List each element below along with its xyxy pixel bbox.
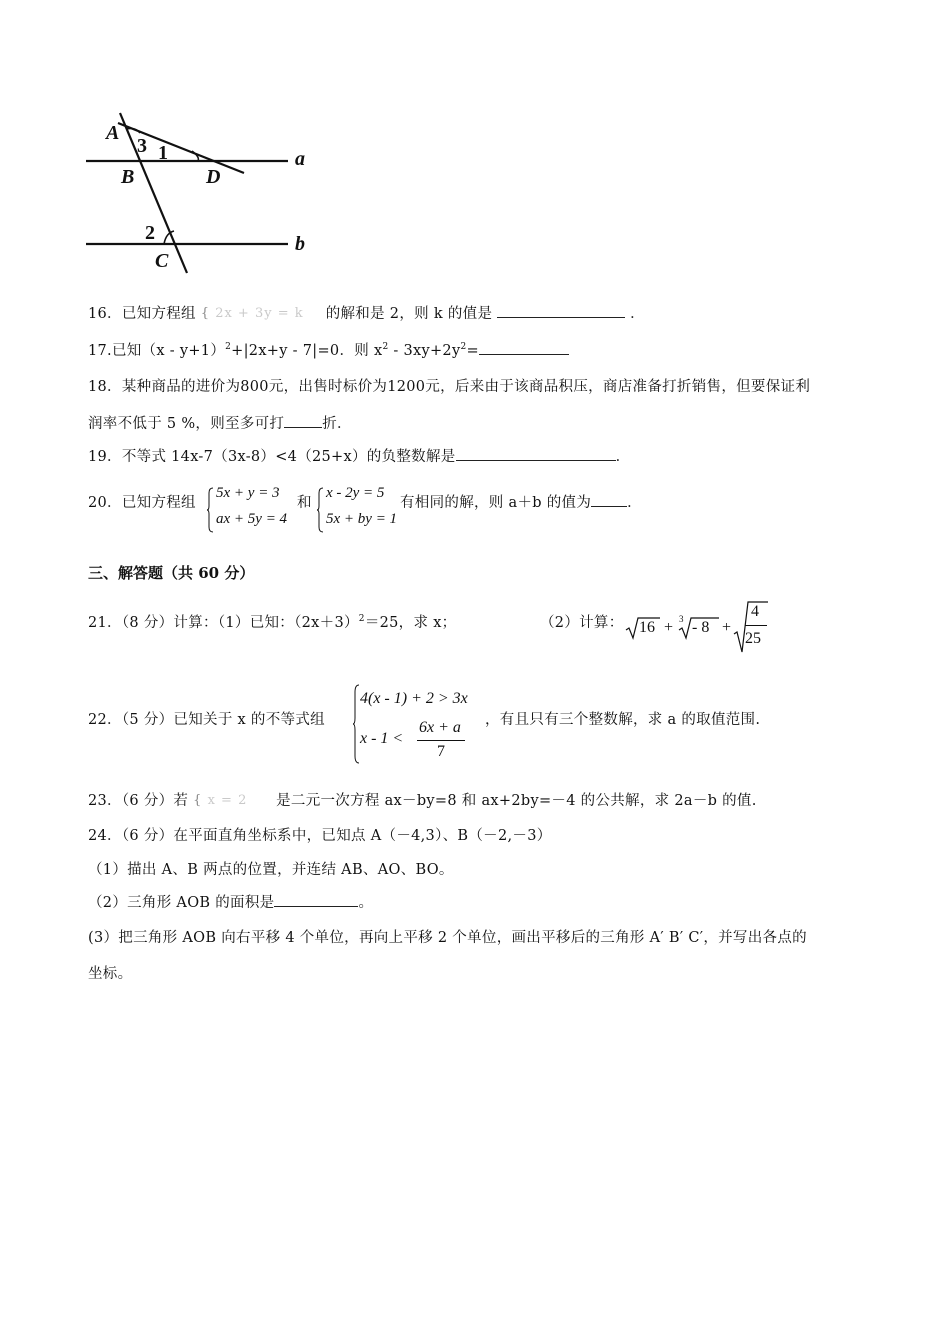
q17-text-b: +|2x+y - 7|=0．则 x (231, 343, 383, 359)
q21-text: 21．（8 分）计算：（1）已知：（2x＋3） (88, 615, 359, 631)
q22-ineq2-den: 7 (437, 743, 445, 760)
q20-eq2: ax + 5y = 4 (216, 511, 288, 527)
q16-answer-blank[interactable] (497, 303, 625, 318)
q17-text-a: 17.已知（x - y+1） (88, 343, 226, 359)
q22-ineq2-left: x - 1 < (360, 730, 404, 747)
q24-intro: 24．（6 分）在平面直角坐标系中，已知点 A（－4,3）、B（－2,－3） (88, 828, 552, 844)
q23-prefix: 23．（6 分）若 (88, 793, 189, 809)
question-18-line1: 18．某种商品的进价为800元，出售时标价为1200元，后来由于该商品积压，商店准备打折销售，但要保证利 (88, 379, 811, 395)
q21-text2: ＝25，求 x； (364, 615, 457, 631)
q21-cbrt-neg8: - 8 (692, 619, 710, 636)
q18-line2a: 润率不低于 5 %，则至多可打 (88, 416, 285, 432)
q19-suffix: ． (615, 449, 631, 465)
q16-suffix: ． (630, 306, 645, 322)
label-A: A (106, 122, 120, 144)
q18-line2b: 折． (322, 416, 352, 432)
label-B: B (121, 166, 135, 188)
q17-sup3: 2 (460, 342, 467, 353)
question-19 (88, 445, 630, 466)
q19-answer-blank[interactable] (456, 446, 616, 461)
label-D: D (206, 166, 221, 188)
question-17 (88, 339, 569, 360)
q17-sup: 2 (225, 342, 232, 353)
q23-solution-image: { x = 2 (193, 793, 248, 808)
q24-p2-end: 。 (358, 895, 374, 911)
label-3: 3 (137, 135, 147, 157)
q20-answer-blank[interactable] (591, 492, 627, 507)
q20-and: 和 (297, 495, 312, 511)
q20-system-1 (206, 485, 306, 535)
q21-sup: 2 (358, 614, 365, 625)
question-23 (88, 789, 757, 810)
q22-prefix: 22．（5 分）已知关于 x 的不等式组 (88, 712, 325, 728)
q20-eq1: 5x + y = 3 (216, 485, 280, 501)
q21-plus-2: + (722, 619, 732, 636)
q18-answer-blank[interactable] (284, 413, 322, 428)
q16-prefix: 16．已知方程组 (88, 306, 196, 322)
q20-prefix: 20．已知方程组 (88, 495, 196, 511)
q24-p2-text: （2）三角形 AOB 的面积是 (88, 895, 275, 911)
q17-sup2: 2 (382, 342, 389, 353)
q16-middle: 的解和是 2，则 k 的值是 (325, 306, 493, 322)
q21-cbrt-index: 3 (679, 614, 684, 624)
q16-equation-system-image: { 2x + 3y = k (200, 306, 304, 321)
q17-answer-blank[interactable] (479, 340, 569, 355)
q21-sqrt-16: 16 (639, 619, 655, 636)
q24-answer-blank[interactable] (274, 892, 358, 907)
q17-text-c: - 3xy+2y (388, 343, 461, 359)
q24-part2 (88, 891, 373, 912)
q20-eq3: x - 2y = 5 (326, 485, 385, 501)
q22-ineq2-num: 6x + a (419, 719, 461, 736)
q21-frac-den: 25 (745, 630, 761, 647)
q23-suffix: 是二元一次方程 ax－by=8 和 ax+2by=－4 的公共解，求 2a－b 的值. (276, 793, 757, 809)
question-18-line2 (88, 412, 352, 433)
question-16 (88, 302, 645, 323)
q22-suffix: ，有且只有三个整数解，求 a 的取值范围. (485, 712, 761, 728)
q20-end: ． (627, 495, 642, 511)
q19-text: 19．不等式 14x-7（3x-8）<4（25+x）的负整数解是 (88, 449, 456, 465)
q21-frac-bar (745, 625, 767, 626)
q20-suffix-text: 有相同的解，则 a＋b 的值为 (400, 495, 592, 511)
label-2: 2 (145, 222, 155, 244)
label-1: 1 (158, 142, 168, 164)
q21-plus-1: + (664, 619, 674, 636)
brace-icon (316, 487, 324, 533)
brace-icon (352, 684, 360, 764)
q24-part3-line1: (3）把三角形 AOB 向右平移 4 个单位，再向上平移 2 个单位，画出平移后的三角形 A′ B′ C′，并写出各点的 (88, 930, 807, 946)
q21-expression (625, 598, 775, 658)
q17-text-d: = (466, 343, 479, 359)
q22-frac-bar (417, 740, 465, 741)
label-b: b (295, 233, 305, 255)
q22-system (352, 680, 487, 770)
question-21 (88, 611, 456, 632)
q22-ineq1: 4(x - 1) + 2 > 3x (360, 690, 468, 707)
label-C: C (155, 250, 169, 272)
q21-frac-num: 4 (751, 603, 759, 620)
q21-part2: （2）计算： (540, 615, 624, 631)
q24-part3-line2: 坐标。 (88, 966, 133, 982)
q20-suffix (400, 491, 642, 512)
brace-icon (206, 487, 214, 533)
q20-eq4: 5x + by = 1 (326, 511, 398, 527)
q24-part1: （1）描出 A、B 两点的位置，并连结 AB、AO、BO。 (88, 862, 454, 878)
section-3-heading: 三、解答题（共 60 分） (88, 564, 255, 582)
label-a: a (295, 148, 305, 170)
